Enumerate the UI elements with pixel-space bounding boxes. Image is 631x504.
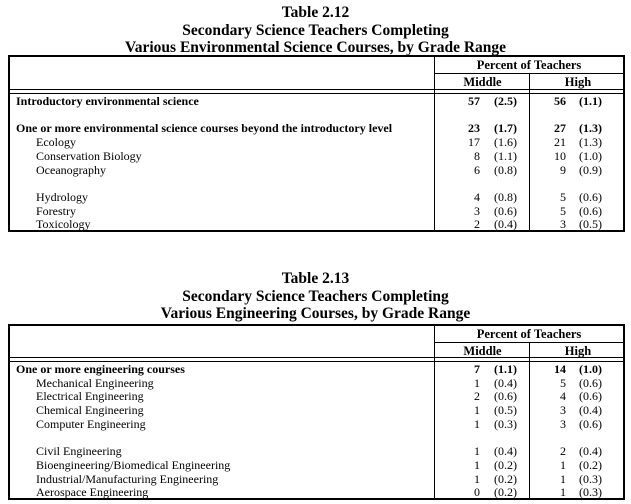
table-row — [10, 458, 623, 472]
middle-standard-error: (0.6) — [494, 203, 517, 218]
middle-standard-error: (0.4) — [494, 375, 517, 390]
table-row — [10, 472, 623, 486]
high-standard-error: (0.5) — [579, 217, 602, 232]
table-row — [10, 417, 623, 431]
middle-percent: 1 — [474, 403, 480, 418]
table-row — [10, 163, 623, 177]
high-standard-error: (0.6) — [579, 203, 602, 218]
data-table — [8, 324, 625, 500]
middle-standard-error: (2.5) — [494, 94, 517, 108]
middle-standard-error: (0.8) — [494, 189, 517, 204]
high-percent: 14 — [554, 362, 566, 376]
middle-percent: 2 — [474, 389, 480, 404]
table-row — [10, 362, 623, 376]
high-percent: 3 — [560, 217, 566, 232]
table-row — [10, 149, 623, 163]
row-label: Civil Engineering — [36, 444, 122, 459]
middle-percent: 17 — [468, 135, 480, 150]
middle-percent: 1 — [474, 416, 480, 431]
header-high: High — [564, 75, 592, 89]
high-standard-error: (1.3) — [579, 121, 602, 136]
table-row — [10, 485, 623, 499]
middle-standard-error: (0.2) — [494, 457, 517, 472]
row-label: Toxicology — [36, 217, 91, 232]
middle-percent: 7 — [474, 362, 480, 376]
row-label: Oceanography — [36, 162, 106, 177]
high-standard-error: (0.6) — [579, 416, 602, 431]
row-label: One or more environmental science courses beyond the introductory level — [16, 121, 393, 136]
high-percent: 10 — [554, 148, 566, 163]
middle-percent: 23 — [468, 121, 480, 136]
high-percent: 5 — [560, 189, 566, 204]
middle-standard-error: (1.6) — [494, 135, 517, 150]
row-label: Conservation Biology — [36, 148, 142, 163]
table-row — [10, 444, 623, 458]
table-title-line: Various Environmental Science Courses, by Grade Range — [124, 39, 507, 56]
middle-percent: 0 — [474, 485, 480, 500]
table-title-line: Secondary Science Teachers Completing — [182, 21, 449, 39]
middle-standard-error: (0.6) — [494, 389, 517, 404]
row-label: Ecology — [36, 135, 76, 150]
table-row — [10, 135, 623, 149]
middle-percent: 1 — [474, 375, 480, 390]
middle-standard-error: (1.1) — [494, 148, 517, 163]
middle-standard-error: (1.7) — [494, 121, 517, 136]
header-percent-of-teachers: Percent of Teachers — [435, 326, 623, 343]
middle-standard-error: (0.2) — [494, 485, 517, 500]
header-middle: Middle — [463, 75, 502, 89]
high-standard-error: (1.0) — [579, 148, 602, 163]
row-label: Industrial/Manufacturing Engineering — [36, 471, 219, 486]
middle-standard-error: (0.8) — [494, 162, 517, 177]
high-percent: 21 — [554, 135, 566, 150]
header-high: High — [564, 344, 592, 358]
row-label: Electrical Engineering — [36, 389, 144, 404]
high-percent: 4 — [560, 389, 566, 404]
high-percent: 1 — [560, 457, 566, 472]
middle-standard-error: (0.4) — [494, 444, 517, 459]
table-row — [10, 204, 623, 218]
high-percent: 3 — [560, 416, 566, 431]
row-label: One or more engineering courses — [16, 362, 185, 376]
header-percent-of-teachers: Percent of Teachers — [435, 57, 623, 74]
high-percent: 1 — [560, 471, 566, 486]
middle-percent: 57 — [468, 94, 480, 108]
high-standard-error: (0.3) — [579, 471, 602, 486]
middle-standard-error: (0.5) — [494, 403, 517, 418]
table-row — [10, 376, 623, 390]
data-table — [8, 55, 625, 232]
high-standard-error: (0.3) — [579, 485, 602, 500]
middle-standard-error: (0.2) — [494, 471, 517, 486]
table-row — [10, 121, 623, 135]
table-row — [10, 94, 623, 108]
high-percent: 27 — [554, 121, 566, 136]
middle-percent: 1 — [474, 471, 480, 486]
middle-standard-error: (0.3) — [494, 416, 517, 431]
high-standard-error: (0.6) — [579, 389, 602, 404]
high-percent: 56 — [554, 94, 566, 108]
table-title-line: Secondary Science Teachers Completing — [182, 287, 449, 305]
high-percent: 1 — [560, 485, 566, 500]
row-label: Chemical Engineering — [36, 403, 144, 418]
high-percent: 3 — [560, 403, 566, 418]
high-standard-error: (0.6) — [579, 189, 602, 204]
middle-percent: 1 — [474, 457, 480, 472]
high-percent: 5 — [560, 375, 566, 390]
middle-percent: 1 — [474, 444, 480, 459]
high-standard-error: (0.4) — [579, 444, 602, 459]
middle-percent: 8 — [474, 148, 480, 163]
middle-percent: 3 — [474, 203, 480, 218]
table-row — [10, 403, 623, 417]
high-standard-error: (0.9) — [579, 162, 602, 177]
row-label: Bioengineering/Biomedical Engineering — [36, 457, 231, 472]
table-number: Table 2.13 — [281, 270, 350, 287]
row-label: Aerospace Engineering — [36, 485, 149, 500]
high-percent: 2 — [560, 444, 566, 459]
middle-percent: 6 — [474, 162, 480, 177]
high-standard-error: (1.1) — [579, 94, 602, 108]
row-label: Mechanical Engineering — [36, 375, 154, 390]
table-row — [10, 190, 623, 204]
middle-standard-error: (0.4) — [494, 217, 517, 232]
middle-percent: 4 — [474, 189, 480, 204]
high-standard-error: (0.2) — [579, 457, 602, 472]
middle-percent: 2 — [474, 217, 480, 232]
table-row — [10, 217, 623, 231]
middle-standard-error: (1.1) — [494, 362, 517, 376]
table-number: Table 2.12 — [281, 4, 350, 21]
row-label: Hydrology — [36, 189, 88, 204]
high-standard-error: (1.3) — [579, 135, 602, 150]
high-standard-error: (0.4) — [579, 403, 602, 418]
high-percent: 9 — [560, 162, 566, 177]
table-row — [10, 389, 623, 403]
row-label: Introductory environmental science — [16, 94, 199, 108]
row-label: Forestry — [36, 203, 76, 218]
high-percent: 5 — [560, 203, 566, 218]
high-standard-error: (0.6) — [579, 375, 602, 390]
header-middle: Middle — [463, 344, 502, 358]
high-standard-error: (1.0) — [579, 362, 602, 376]
table-title-line: Various Engineering Courses, by Grade Range — [160, 305, 471, 322]
row-label: Computer Engineering — [36, 416, 146, 431]
